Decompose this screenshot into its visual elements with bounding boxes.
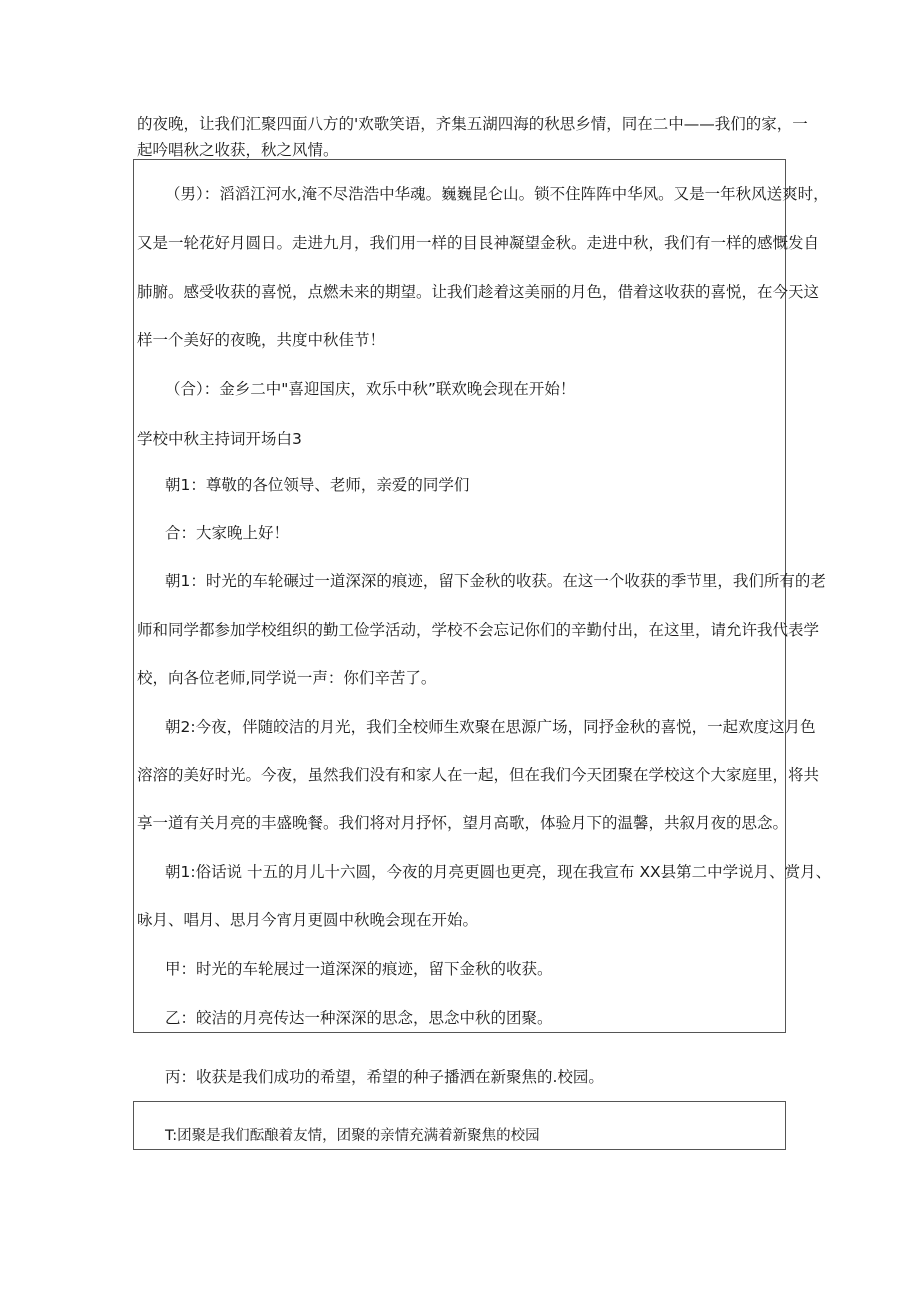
box1-line-16: 咏月、唱月、思月今宵月更圆中秋晚会现在开始。 [137,911,479,929]
box1-line-4: 样一个美好的夜晚，共度中秋佳节！ [137,331,386,349]
box1-line-8: 合：大家晚上好！ [165,524,290,542]
between-line: 丙：收获是我们成功的希望，希望的种子播洒在新聚焦的.校园。 [165,1068,604,1086]
intro-line-1: 的夜晚，让我们汇聚四面八方的'欢歌笑语，齐集五湖四海的秋思乡情，同在二中——我们的家，一 [137,115,808,133]
box1-line-15: 朝1:俗话说 十五的月儿十六圆，今夜的月亮更圆也更亮，现在我宣布 XX县第二中学说月、赏月、 [165,863,832,881]
box1-line-18: 乙：皎洁的月亮传达一种深深的思念，思念中秋的团聚。 [165,1009,553,1027]
box1-line-12: 朝2:今夜，伴随皎洁的月光，我们全校师生欢聚在思源广场，同抒金秋的喜悦，一起欢度这月色 [165,718,816,736]
intro-line-2: 起吟唱秋之收获，秋之风情。 [137,141,339,159]
box1-line-3: 肺腑。感受收获的喜悦，点燃未来的期望。让我们趁着这美丽的月色，借着这收获的喜悦，在今天这 [137,283,820,301]
box1-line-2: 又是一轮花好月圆日。走进九月，我们用一样的目艮神凝望金秋。走进中秋，我们有一样的感慨发自 [137,234,820,252]
section-heading: 学校中秋主持词开场白3 [137,430,302,448]
box2-line: T:团聚是我们酝酿着友情，团聚的亲情充满着新聚焦的校园 [165,1128,540,1144]
box1-line-11: 校，向各位老师,同学说一声：你们辛苦了。 [137,669,437,687]
box1-line-14: 享一道有关月亮的丰盛晚餐。我们将对月抒怀，望月高歌，体验月下的温馨，共叙月夜的思念。 [137,814,789,832]
box1-line-5: （合）：金乡二中"喜迎国庆，欢乐中秋”联欢晚会现在开始！ [165,380,576,398]
box1-line-9: 朝1：时光的车轮碾过一道深深的痕迹，留下金秋的收获。在这一个收获的季节里，我们所有的老 [165,572,826,590]
box1-line-1: （男）：滔滔江河水,淹不尽浩浩中华魂。巍巍昆仑山。锁不住阵阵中华风。又是一年秋风送爽时， [165,185,829,203]
box1-line-17: 甲：时光的车轮展过一道深深的痕迹，留下金秋的收获。 [165,960,553,978]
box1-line-10: 师和同学都参加学校组织的勤工俭学活动，学校不会忘记你们的辛勤付出，在这里，请允许我代表学 [137,621,820,639]
box1-line-7: 朝1：尊敬的各位领导、老师，亲爱的同学们 [165,476,470,494]
box1-line-13: 溶溶的美好时光。今夜，虽然我们没有和家人在一起，但在我们今天团聚在学校这个大家庭里，将共 [137,766,820,784]
